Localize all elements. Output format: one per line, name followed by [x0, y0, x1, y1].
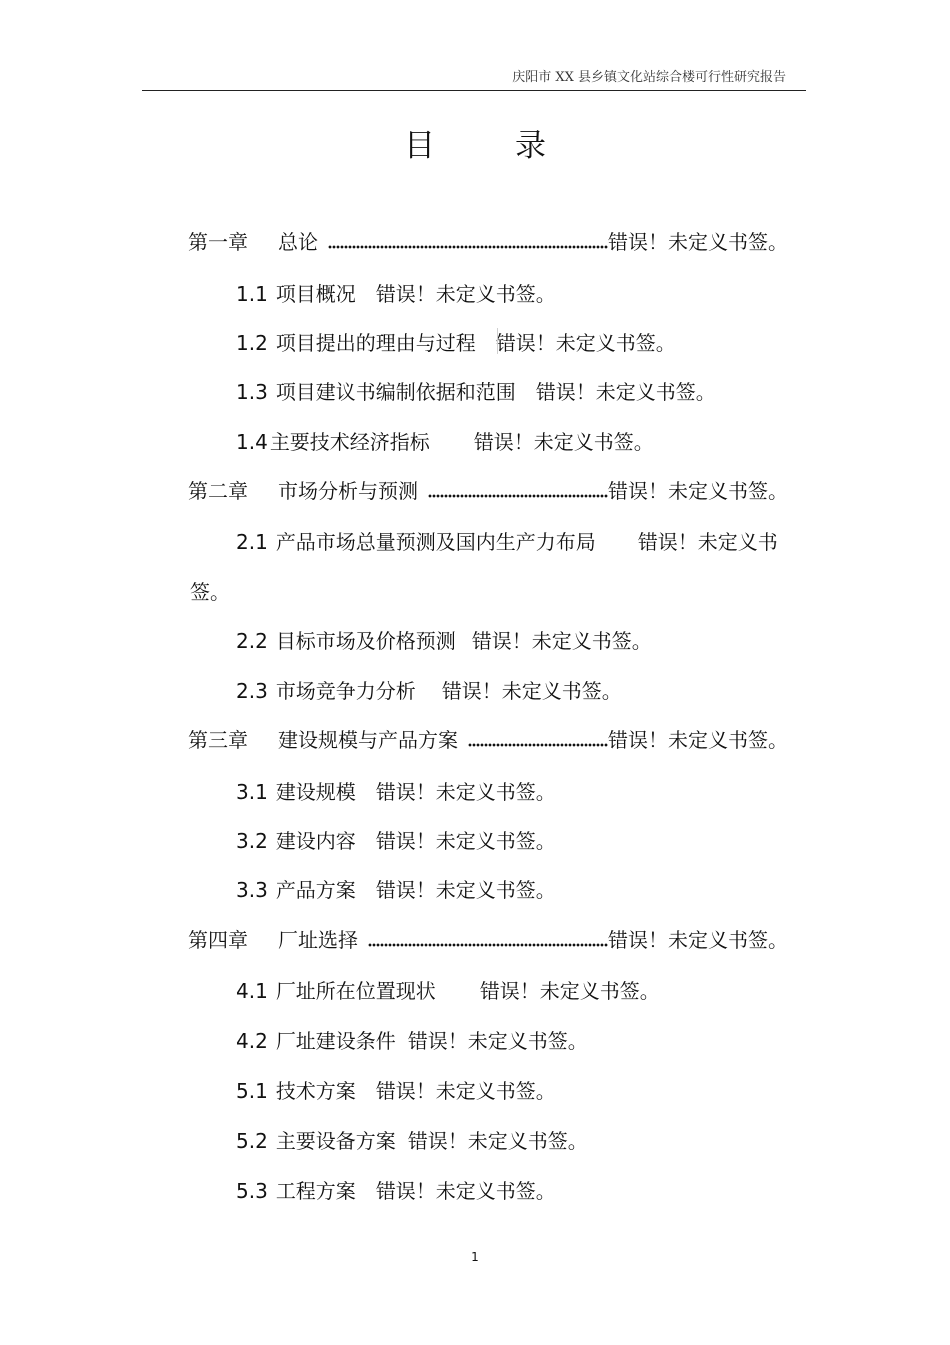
section-title: 项目提出的理由与过程 — [275, 331, 476, 355]
chapter-title: 市场分析与预测 — [278, 479, 418, 503]
section-title: 项目建议书编制依据和范围 — [275, 380, 516, 404]
bookmark-error-continued: 签。 — [190, 580, 230, 604]
section-title: 主要技术经济指标 — [269, 430, 430, 454]
bookmark-error: 错误！未定义书签。 — [608, 928, 788, 952]
dot-leader — [328, 245, 608, 249]
section-title: 目标市场及价格预测 — [275, 629, 456, 653]
section-title: 产品方案 — [275, 878, 356, 902]
section-title: 厂址所在位置现状 — [275, 979, 436, 1003]
bookmark-error: 错误！未定义书签。 — [407, 1029, 588, 1053]
header-rule — [142, 90, 806, 91]
section-title: 技术方案 — [275, 1079, 356, 1103]
section-title: 产品市场总量预测及国内生产力布局 — [275, 530, 596, 554]
toc-section-1-2[interactable] — [236, 330, 676, 356]
bookmark-error: 错误！未定义书签。 — [495, 331, 676, 355]
toc-section-5-1[interactable] — [236, 1078, 556, 1104]
toc-section-2-1[interactable] — [236, 529, 778, 555]
toc-section-1-4[interactable] — [236, 429, 654, 455]
section-number: 2.1 — [236, 530, 268, 554]
toc-section-5-3[interactable] — [236, 1178, 556, 1204]
chapter-number: 第四章 — [188, 928, 248, 952]
toc-section-3-1[interactable] — [236, 779, 556, 805]
bookmark-error: 错误！未定义书签。 — [473, 430, 654, 454]
section-number: 3.1 — [236, 780, 268, 804]
bookmark-error: 错误！未定义书签。 — [375, 1079, 556, 1103]
chapter-title: 厂址选择 — [278, 928, 358, 952]
page-number: 1 — [471, 1250, 479, 1264]
bookmark-error: 错误！未定义书签。 — [471, 629, 652, 653]
section-number: 5.3 — [236, 1179, 268, 1203]
bookmark-error: 错误！未定义书签。 — [407, 1129, 588, 1153]
toc-section-1-3[interactable] — [236, 379, 716, 405]
chapter-title: 建设规模与产品方案 — [278, 728, 458, 752]
toc-chapter-2[interactable] — [188, 478, 788, 504]
section-title: 厂址建设条件 — [275, 1029, 396, 1053]
section-number: 1.2 — [236, 331, 268, 355]
bookmark-error: 错误！未定义书签。 — [375, 780, 556, 804]
toc-section-3-3[interactable] — [236, 877, 556, 903]
section-number: 4.1 — [236, 979, 268, 1003]
section-title: 项目概况 — [275, 282, 356, 306]
section-number: 2.2 — [236, 629, 268, 653]
running-header: 庆阳市 XX 县乡镇文化站综合楼可行性研究报告 — [512, 70, 786, 85]
toc-section-2-3[interactable] — [236, 678, 622, 704]
section-number: 4.2 — [236, 1029, 268, 1053]
bookmark-error: 错误！未定义书签。 — [375, 282, 556, 306]
toc-section-4-2[interactable] — [236, 1028, 588, 1054]
section-number: 5.1 — [236, 1079, 268, 1103]
bookmark-error: 错误！未定义书 — [637, 530, 778, 554]
bookmark-error: 错误！未定义书签。 — [608, 230, 788, 254]
toc-section-2-1-continued — [190, 579, 230, 605]
bookmark-error: 错误！未定义书签。 — [375, 878, 556, 902]
chapter-number: 第三章 — [188, 728, 248, 752]
section-number: 1.1 — [236, 282, 268, 306]
toc-title-char-2: 录 — [515, 128, 546, 164]
toc-section-1-1[interactable] — [236, 281, 556, 307]
toc-chapter-4[interactable] — [188, 927, 788, 953]
bookmark-error: 错误！未定义书签。 — [608, 728, 788, 752]
bookmark-error: 错误！未定义书签。 — [479, 979, 660, 1003]
section-number: 5.2 — [236, 1129, 268, 1153]
section-number: 3.2 — [236, 829, 268, 853]
chapter-number: 第一章 — [188, 230, 248, 254]
section-title: 主要设备方案 — [275, 1129, 396, 1153]
section-number: 3.3 — [236, 878, 268, 902]
bookmark-error: 错误！未定义书签。 — [441, 679, 622, 703]
toc-section-4-1[interactable] — [236, 978, 660, 1004]
dot-leader — [468, 743, 608, 747]
section-title: 工程方案 — [275, 1179, 356, 1203]
toc-section-2-2[interactable] — [236, 628, 652, 654]
bookmark-error: 错误！未定义书签。 — [375, 829, 556, 853]
section-title: 市场竞争力分析 — [275, 679, 416, 703]
toc-title — [0, 120, 950, 165]
section-title: 建设规模 — [275, 780, 356, 804]
toc-section-5-2[interactable] — [236, 1128, 588, 1154]
field-marker — [497, 328, 498, 354]
bookmark-error: 错误！未定义书签。 — [375, 1179, 556, 1203]
bookmark-error: 错误！未定义书签。 — [608, 479, 788, 503]
toc-chapter-1[interactable] — [188, 229, 788, 255]
section-number: 2.3 — [236, 679, 268, 703]
dot-leader — [368, 943, 608, 947]
section-number: 1.4 — [236, 430, 268, 454]
bookmark-error: 错误！未定义书签。 — [535, 380, 716, 404]
section-number: 1.3 — [236, 380, 268, 404]
toc-title-char-1: 目 — [404, 128, 435, 164]
section-title: 建设内容 — [275, 829, 356, 853]
toc-chapter-3[interactable] — [188, 727, 788, 753]
dot-leader — [428, 494, 608, 498]
toc-section-3-2[interactable] — [236, 828, 556, 854]
chapter-number: 第二章 — [188, 479, 248, 503]
chapter-title: 总论 — [278, 230, 318, 254]
